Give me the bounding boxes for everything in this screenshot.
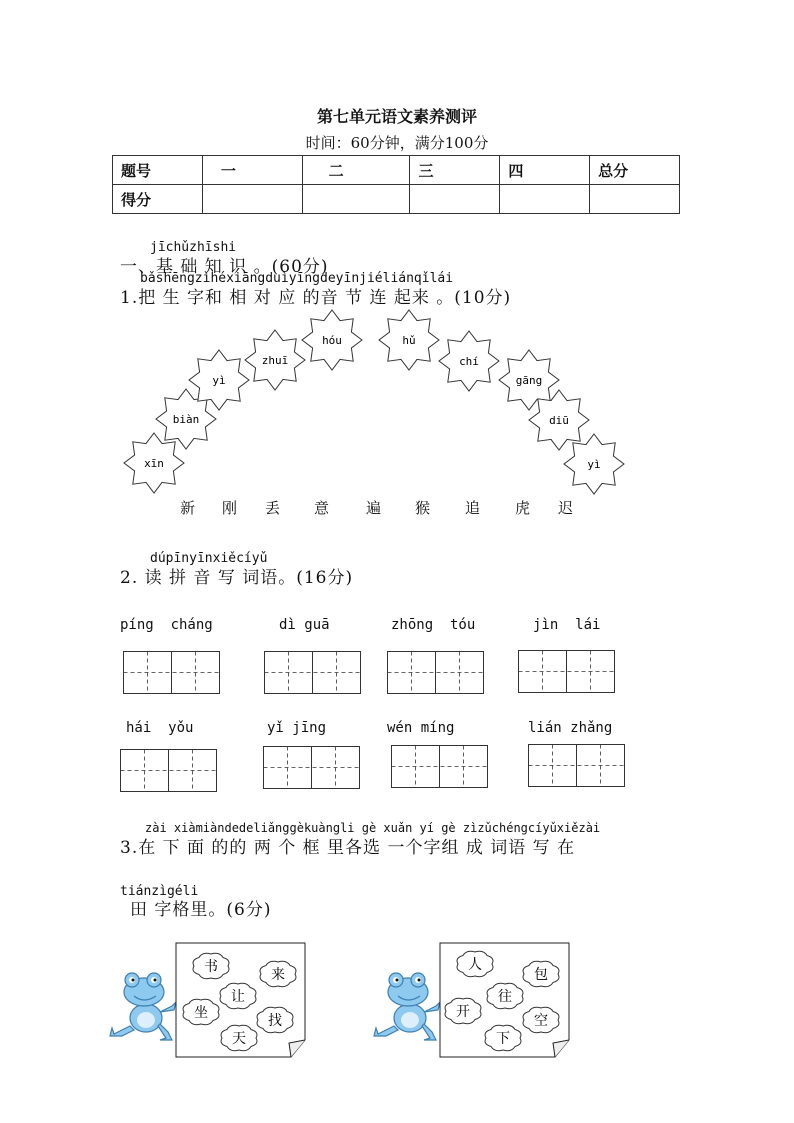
word-cloud-char: 开 [456,1004,470,1020]
word-cloud-char: 让 [231,989,245,1005]
q3-text: 3.在 下 面 的的 两 个 框 里各选 一个字组 成 词语 写 在 [120,838,576,858]
pinyin-star-label: chí [459,355,479,368]
word-box-frame [439,940,573,1060]
section1-heading: 一、基 础 知 识 。(60分) [120,257,329,277]
page-subtitle: 时间：60分钟，满分100分 [305,134,489,152]
q2-pinyin-label: píng cháng [120,617,213,633]
pinyin-star-label: diū [549,414,569,427]
page-title: 第七单元语文素养测评 [316,107,477,126]
score-cell[interactable] [410,185,500,214]
tianzige-grid[interactable] [387,651,485,695]
q2-pinyin-label: wén míng [387,720,455,736]
pinyin-star[interactable] [436,328,502,394]
tianzige-grid[interactable] [123,651,221,695]
table-cell: 一 [202,156,302,185]
q3-pinyin: zài xiàmiàndedeliǎnggèkuàngli gè xuǎn yí gè zìzǔchéngcíyǔxiězài [145,821,601,835]
score-table [112,155,680,214]
word-cloud-char: 下 [496,1031,510,1047]
word-cloud-char: 往 [498,989,512,1005]
section1-pinyin: jīchǔzhīshi [150,240,237,255]
q3-text2: 田 字格里。(6分) [130,900,272,920]
score-cell[interactable] [302,185,410,214]
score-cell[interactable] [500,185,590,214]
word-cloud-char: 坐 [194,1005,208,1021]
q2-pinyin: dúpīnyīnxiěcíyǔ [150,551,268,566]
word-cloud-char: 来 [271,967,285,983]
word-cloud-char: 书 [204,959,218,975]
q2-text: 2. 读 拼 音 写 词语。(16分) [120,568,354,588]
tianzige-grid[interactable] [264,651,362,695]
tianzige-grid[interactable] [120,749,218,793]
score-cell[interactable] [590,185,680,214]
frog-icon [108,968,180,1044]
table-cell: 三 [410,156,500,185]
tianzige-grid[interactable] [391,745,489,789]
q1-char[interactable]: 刚 [222,499,238,517]
tianzige-grid[interactable] [528,744,626,788]
frog-icon [372,968,444,1044]
pinyin-star-label: xīn [144,457,164,470]
pinyin-star-label: gāng [515,374,543,387]
q1-char[interactable]: 遍 [366,499,382,517]
q1-text: 1.把 生 字和 相 对 应 的音 节 连 起来 。(10分) [120,288,512,308]
table-cell: 得分 [113,185,203,214]
q2-pinyin-label: hái yǒu [126,720,194,736]
q1-char[interactable]: 猴 [415,499,431,517]
q2-pinyin-label: lián zhǎng [528,720,613,736]
pinyin-star[interactable] [299,307,365,373]
q1-char[interactable]: 意 [314,499,330,517]
table-row [113,156,680,185]
tianzige-grid[interactable] [263,746,361,790]
table-row [113,185,680,214]
pinyin-star-label: zhuī [261,354,289,367]
q3-pinyin2: tiánzìgéli [120,884,199,899]
q2-pinyin-label: yǐ jīng [267,720,327,736]
word-cloud-char: 人 [468,957,482,973]
tianzige-grid[interactable] [518,650,616,694]
word-cloud-char: 找 [268,1013,282,1029]
q2-pinyin-label: zhōng tóu [391,617,476,633]
pinyin-star[interactable] [561,431,627,497]
q1-char[interactable]: 迟 [558,499,574,517]
q1-char[interactable]: 追 [465,499,481,517]
word-cloud-char: 包 [534,967,548,983]
word-cloud-char: 空 [534,1013,548,1029]
table-cell: 二 [302,156,410,185]
pinyin-star-label: hǔ [402,334,416,347]
word-box-frame [175,940,309,1060]
q1-char[interactable]: 丢 [265,499,281,517]
pinyin-star-label: yì [587,458,601,471]
q2-pinyin-label: dì guā [279,617,330,633]
q1-char[interactable]: 虎 [515,499,531,517]
table-cell: 题号 [113,156,203,185]
pinyin-star-label: hóu [322,334,342,347]
word-cloud-char: 天 [232,1031,246,1047]
table-cell: 总分 [590,156,680,185]
q1-char[interactable]: 新 [180,499,196,517]
table-cell: 四 [500,156,590,185]
q1-pinyin: bǎshēngzìhéxiāngduìyīngdeyīnjiéliánqǐlái [140,271,454,286]
q2-pinyin-label: jìn lái [533,617,601,633]
score-cell[interactable] [202,185,302,214]
pinyin-star-label: yì [212,374,226,387]
pinyin-star-label: biàn [172,413,200,426]
pinyin-star[interactable] [376,307,442,373]
